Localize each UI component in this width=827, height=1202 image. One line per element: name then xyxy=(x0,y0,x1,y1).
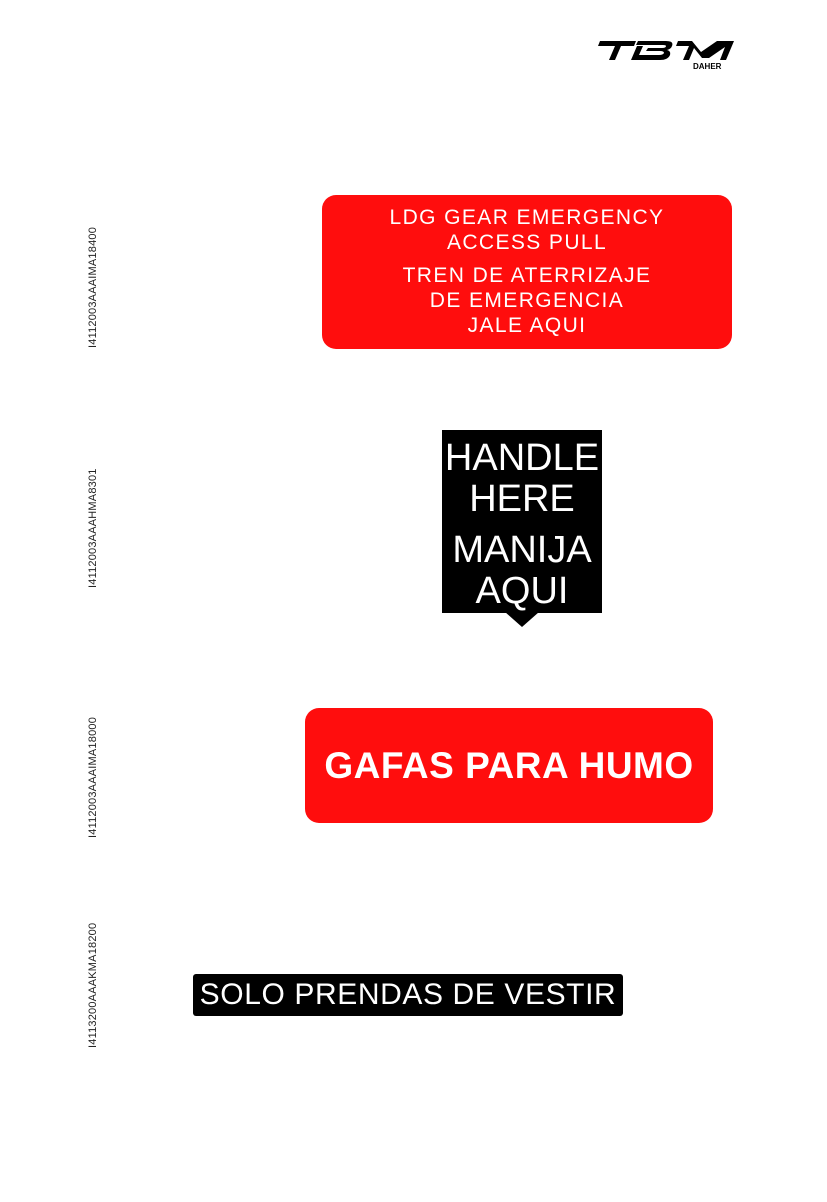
pointer-arrow-icon xyxy=(505,612,539,627)
placard-line: DE EMERGENCIA xyxy=(429,289,625,312)
placard-line: HANDLE xyxy=(444,437,600,479)
placard-line: SOLO PRENDAS DE VESTIR xyxy=(199,978,617,1011)
placard-line: MANIJA xyxy=(452,529,592,571)
handle-here-placard xyxy=(442,430,602,613)
reference-code: I4113200AAAKMA18200 xyxy=(87,922,99,1048)
placard-line: AQUI xyxy=(475,570,569,612)
smoke-goggles-placard xyxy=(305,708,713,823)
ldg-gear-emergency-placard xyxy=(322,195,732,349)
placard-line: GAFAS PARA HUMO xyxy=(324,744,694,786)
reference-code: I4112003AAAHMA8301 xyxy=(87,468,99,588)
placard-line: ACCESS PULL xyxy=(446,231,608,254)
placard-line: LDG GEAR EMERGENCY xyxy=(389,206,665,229)
placard-line: TREN DE ATERRIZAJE xyxy=(402,264,652,287)
clothing-only-placard xyxy=(193,974,623,1016)
reference-code: I4112003AAAIMA18400 xyxy=(87,226,99,348)
tbm-logo-icon xyxy=(596,38,738,72)
placard-line: HERE xyxy=(469,478,575,520)
reference-code: I4112003AAAIMA18000 xyxy=(87,716,99,838)
daher-wordmark: DAHER xyxy=(693,62,722,71)
placard-line: JALE AQUI xyxy=(467,314,587,337)
tbm-daher-logo xyxy=(596,38,738,72)
